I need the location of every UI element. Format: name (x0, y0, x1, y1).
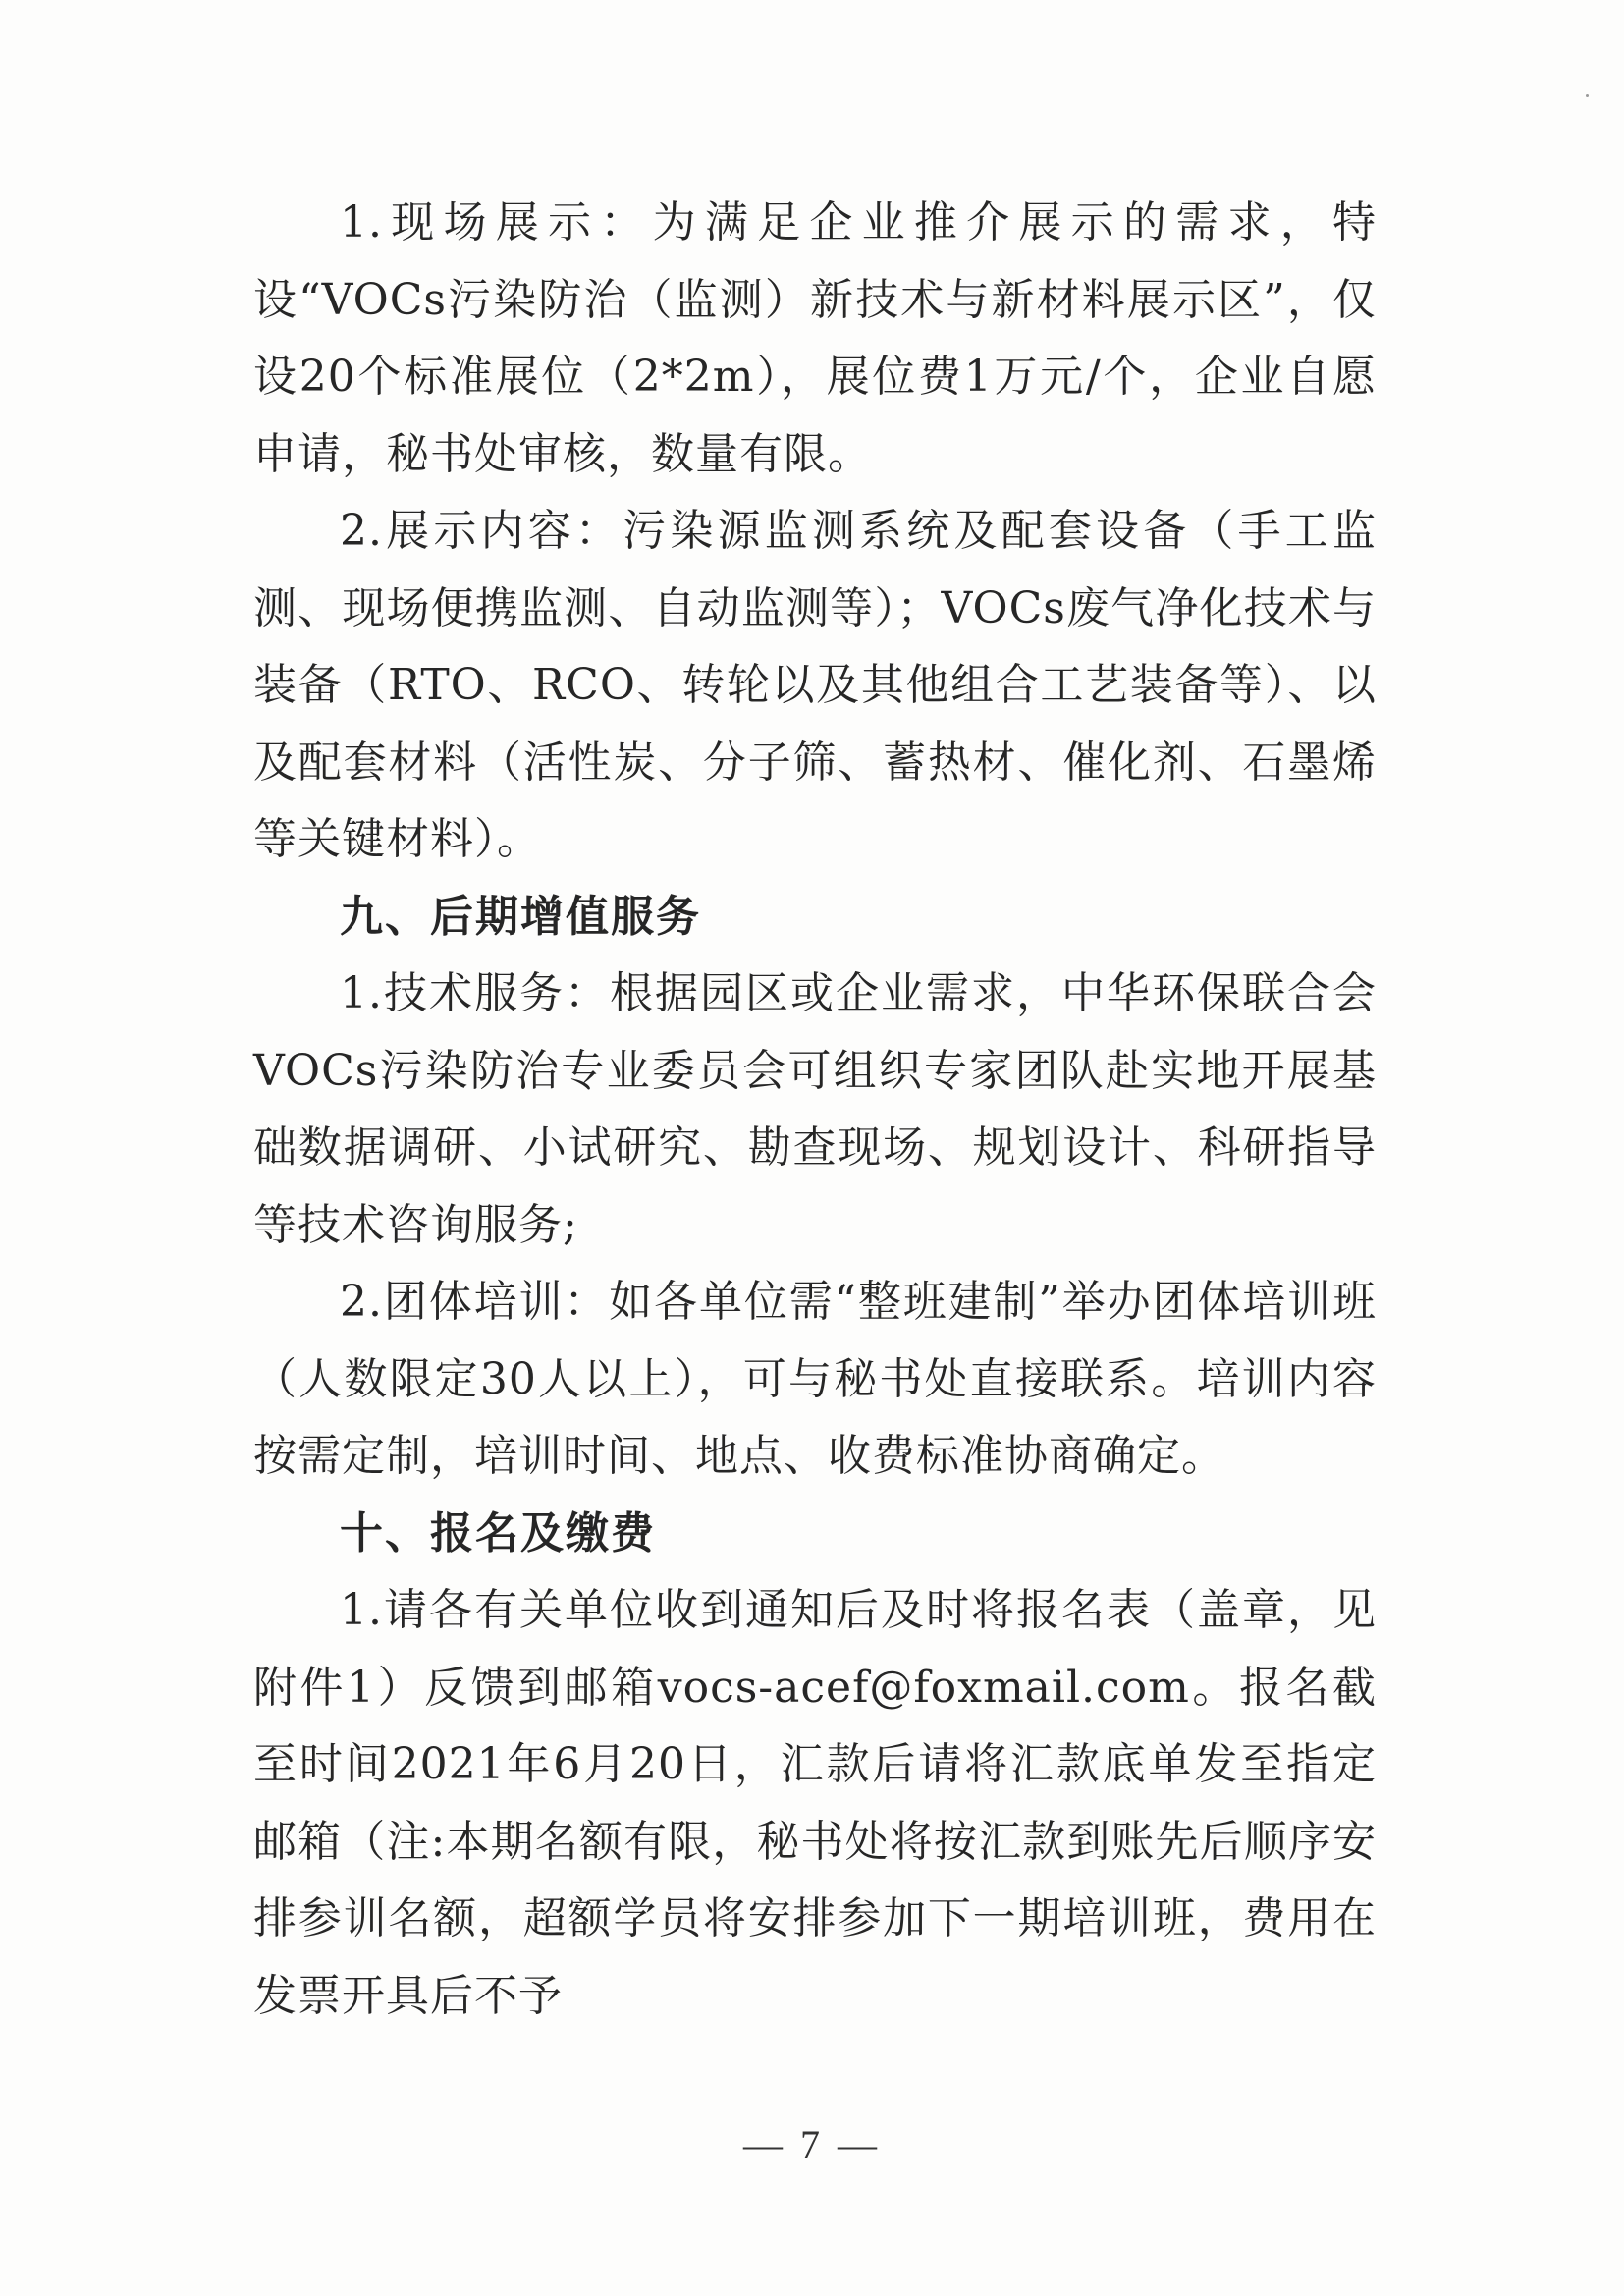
scan-speck (1586, 94, 1589, 97)
para-group-training: 2.团体培训：如各单位需“整班建制”举办团体培训班（人数限定30人以上），可与秘书处直接联系。培训内容按需定制，培训时间、地点、收费标准协商确定。 (253, 1277, 1377, 1481)
heading-value-added-services: 九、后期增值服务 (340, 891, 701, 942)
para-onsite-display: 1.现场展示：为满足企业推介展示的需求，特设“VOCs污染防治（监测）新技术与新材料展示区”，仅设20个标准展位（2*2m），展位费1万元/个，企业自愿申请，秘书处审核，数量有限。 (253, 197, 1377, 479)
heading-registration-payment: 十、报名及缴费 (340, 1507, 656, 1558)
page-number: — 7 — (743, 2122, 881, 2166)
para-technical-services: 1.技术服务：根据园区或企业需求，中华环保联合会VOCs污染防治专业委员会可组织专家团队赴实地开展基础数据调研、小试研究、勘查现场、规划设计、科研指导等技术咨询服务; (253, 968, 1377, 1250)
document-body (253, 185, 1377, 2035)
para-registration: 1.请各有关单位收到通知后及时将报名表（盖章，见附件1）反馈到邮箱vocs-acef@foxmail.com。报名截至时间2021年6月20日，汇款后请将汇款底单发至指定邮箱（注:本期名额有限，秘书处将按汇款到账先后顺序安排参训名额，超额学员将安排参加下一期培训班，费用在发票开具后不予 (253, 1585, 1377, 2021)
para-display-content: 2.展示内容：污染源监测系统及配套设备（手工监测、现场便携监测、自动监测等）；VOCs废气净化技术与装备（RTO、RCO、转轮以及其他组合工艺装备等）、以及配套材料（活性炭、分子筛、蓄热材、催化剂、石墨烯等关键材料）。 (253, 506, 1377, 864)
